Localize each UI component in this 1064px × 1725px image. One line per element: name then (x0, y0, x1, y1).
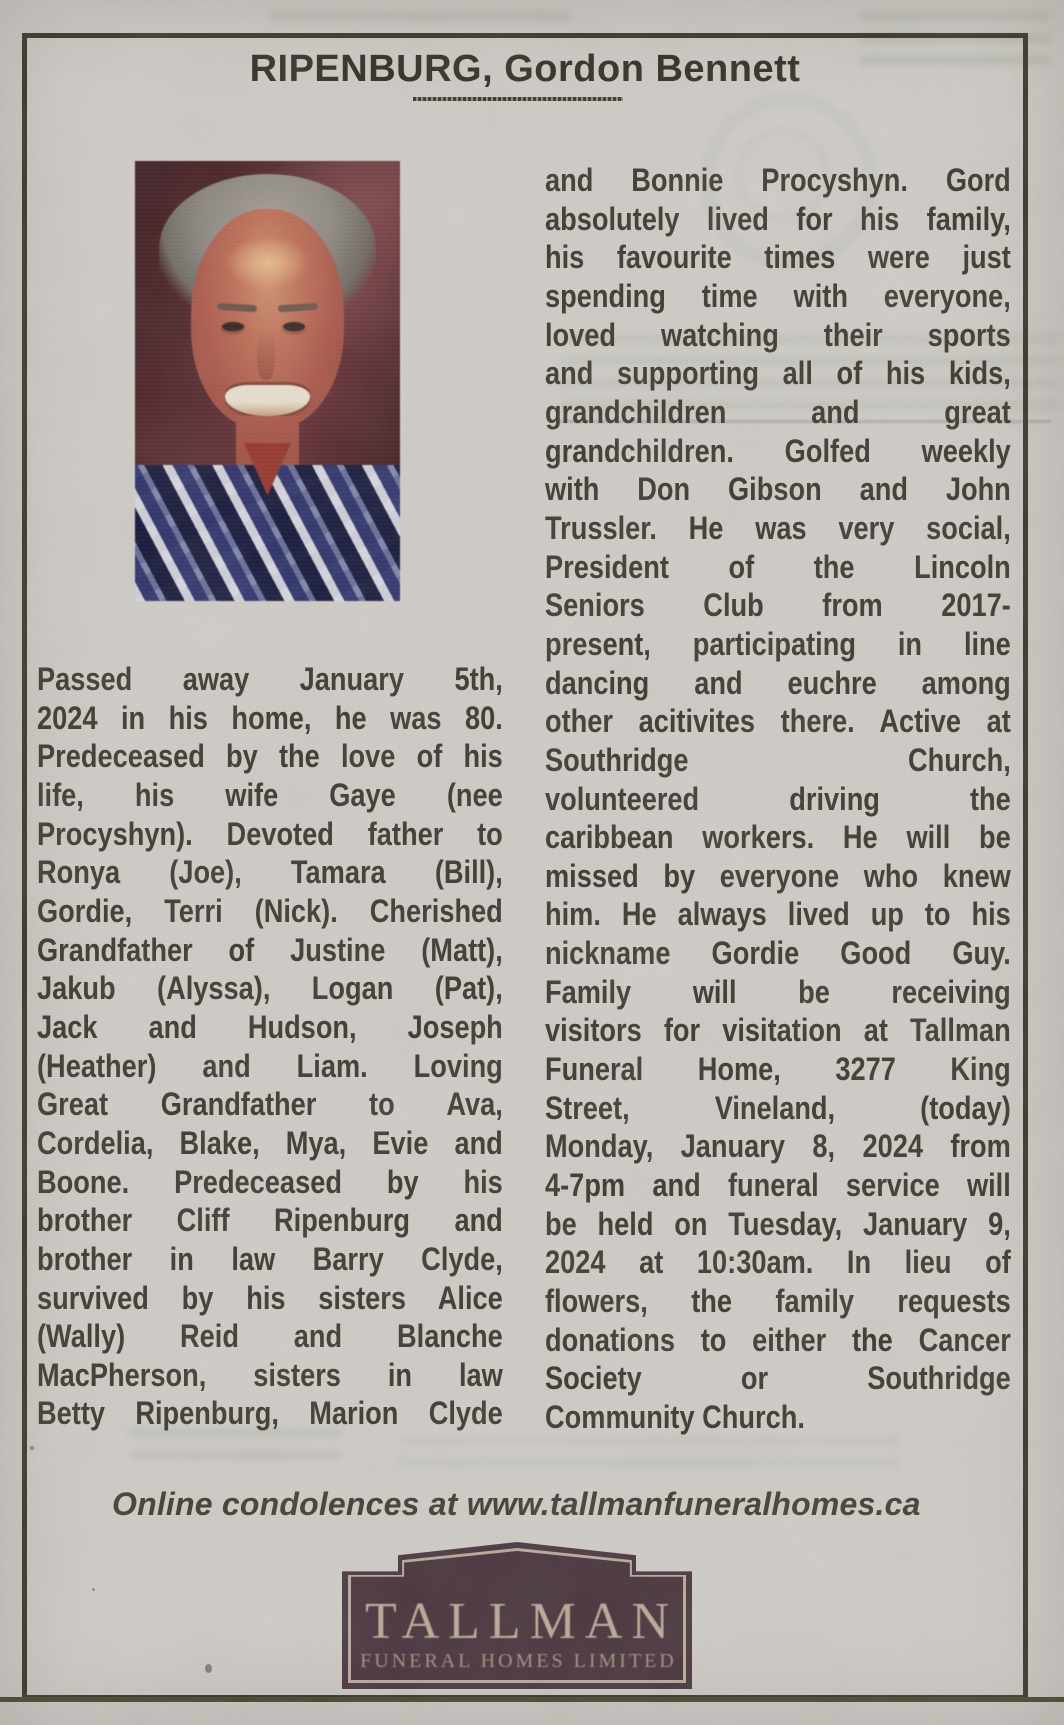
text-line: brother in law Barry Clyde, (37, 1240, 503, 1277)
text-line: life, his wife Gaye (nee (37, 776, 503, 813)
text-line: spending time with everyone, (545, 277, 1011, 314)
title-underline (413, 97, 623, 101)
text-line: 2024 at 10:30am. In lieu of (545, 1244, 1011, 1281)
tallman-logo (342, 1542, 692, 1689)
obituary-column-right (545, 161, 1011, 1437)
text-line: (Heather) and Liam. Loving (37, 1047, 503, 1084)
online-condolences-line: Online condolences at www.tallmanfuneralhomes.ca (112, 1486, 921, 1522)
text-line: Seniors Club from 2017- (545, 587, 1011, 624)
text-line: Grandfather of Justine (Matt), (37, 931, 503, 968)
text-line: and Bonnie Procyshyn. Gord (545, 162, 1011, 198)
text-line: loved watching their sports (545, 316, 1011, 353)
text-line: and supporting all of his kids, (545, 355, 1011, 392)
obituary-title: RIPENBURG, Gordon Bennett (249, 48, 801, 90)
text-line: 2024 in his home, he was 80. (37, 699, 503, 736)
text-line: donations to either the Cancer (545, 1321, 1011, 1358)
obituary-frame (22, 33, 1028, 1700)
obituary-column-left (37, 660, 503, 1433)
text-line: with Don Gibson and John (545, 471, 1011, 508)
text-line: his favourite times were just (545, 239, 1011, 276)
text-line: Community Church. (545, 1399, 805, 1435)
text-line: visitors for visitation at Tallman (545, 1012, 1011, 1049)
text-line: Betty Ripenburg, Marion Clyde (37, 1395, 503, 1432)
text-line: other acitivites there. Active at (545, 703, 1011, 740)
text-line: Cordelia, Blake, Mya, Evie and (37, 1124, 503, 1161)
dust-speck (640, 1590, 650, 1604)
obituary-content (27, 38, 1023, 1695)
text-line: Southridge Church, (545, 741, 1011, 778)
text-line: missed by everyone who knew (545, 857, 1011, 894)
text-line: 4-7pm and funeral service will (545, 1167, 1011, 1204)
text-line: Jack and Hudson, Joseph (37, 1008, 503, 1045)
photo-halftone-grain (135, 161, 400, 601)
dust-speck (92, 1588, 95, 1591)
text-line: President of the Lincoln (545, 548, 1011, 585)
text-line: dancing and euchre among (545, 664, 1011, 701)
bleed-through-top-left (270, 0, 570, 26)
text-line: grandchildren and great (545, 393, 1011, 430)
text-line: flowers, the family requests (545, 1283, 1011, 1320)
text-line: Monday, January 8, 2024 from (545, 1128, 1011, 1165)
text-line: Society or Southridge (545, 1360, 1011, 1397)
logo-subtitle: FUNERAL HOMES LIMITED (360, 1650, 677, 1672)
text-line: brother Cliff Ripenburg and (37, 1202, 503, 1239)
text-line: (Wally) Reid and Blanche (37, 1318, 503, 1355)
text-line: Funeral Home, 3277 King (545, 1051, 1011, 1088)
page-bottom-rule (0, 1697, 1064, 1702)
text-line: present, participating in line (545, 625, 1011, 662)
text-line: caribbean workers. He will be (545, 819, 1011, 856)
text-line: be held on Tuesday, January 9, (545, 1205, 1011, 1242)
text-line: Jakub (Alyssa), Logan (Pat), (37, 970, 503, 1007)
text-line: Street, Vineland, (today) (545, 1089, 1011, 1126)
text-line: MacPherson, sisters in law (37, 1356, 503, 1393)
dust-speck (30, 1446, 34, 1450)
dust-speck (205, 1664, 212, 1673)
text-line: nickname Gordie Good Guy. (545, 935, 1011, 972)
portrait-photo (135, 161, 400, 601)
logo-name: TALLMAN (364, 1593, 679, 1650)
text-line: him. He always lived up to his (545, 896, 1011, 933)
text-line: Predeceased by the love of his (37, 738, 503, 775)
text-line: survived by his sisters Alice (37, 1279, 503, 1316)
text-line: Great Grandfather to Ava, (37, 1086, 503, 1123)
text-line: absolutely lived for his family, (545, 200, 1011, 237)
text-line: Passed away January 5th, (37, 661, 503, 697)
text-line: Trussler. He was very social, (545, 509, 1011, 546)
text-line: volunteered driving the (545, 780, 1011, 817)
text-line: grandchildren. Golfed weekly (545, 432, 1011, 469)
text-line: Procyshyn). Devoted father to (37, 815, 503, 852)
text-line: Gordie, Terri (Nick). Cherished (37, 892, 503, 929)
text-line: Family will be receiving (545, 973, 1011, 1010)
text-line: Ronya (Joe), Tamara (Bill), (37, 854, 503, 891)
text-line: Boone. Predeceased by his (37, 1163, 503, 1200)
